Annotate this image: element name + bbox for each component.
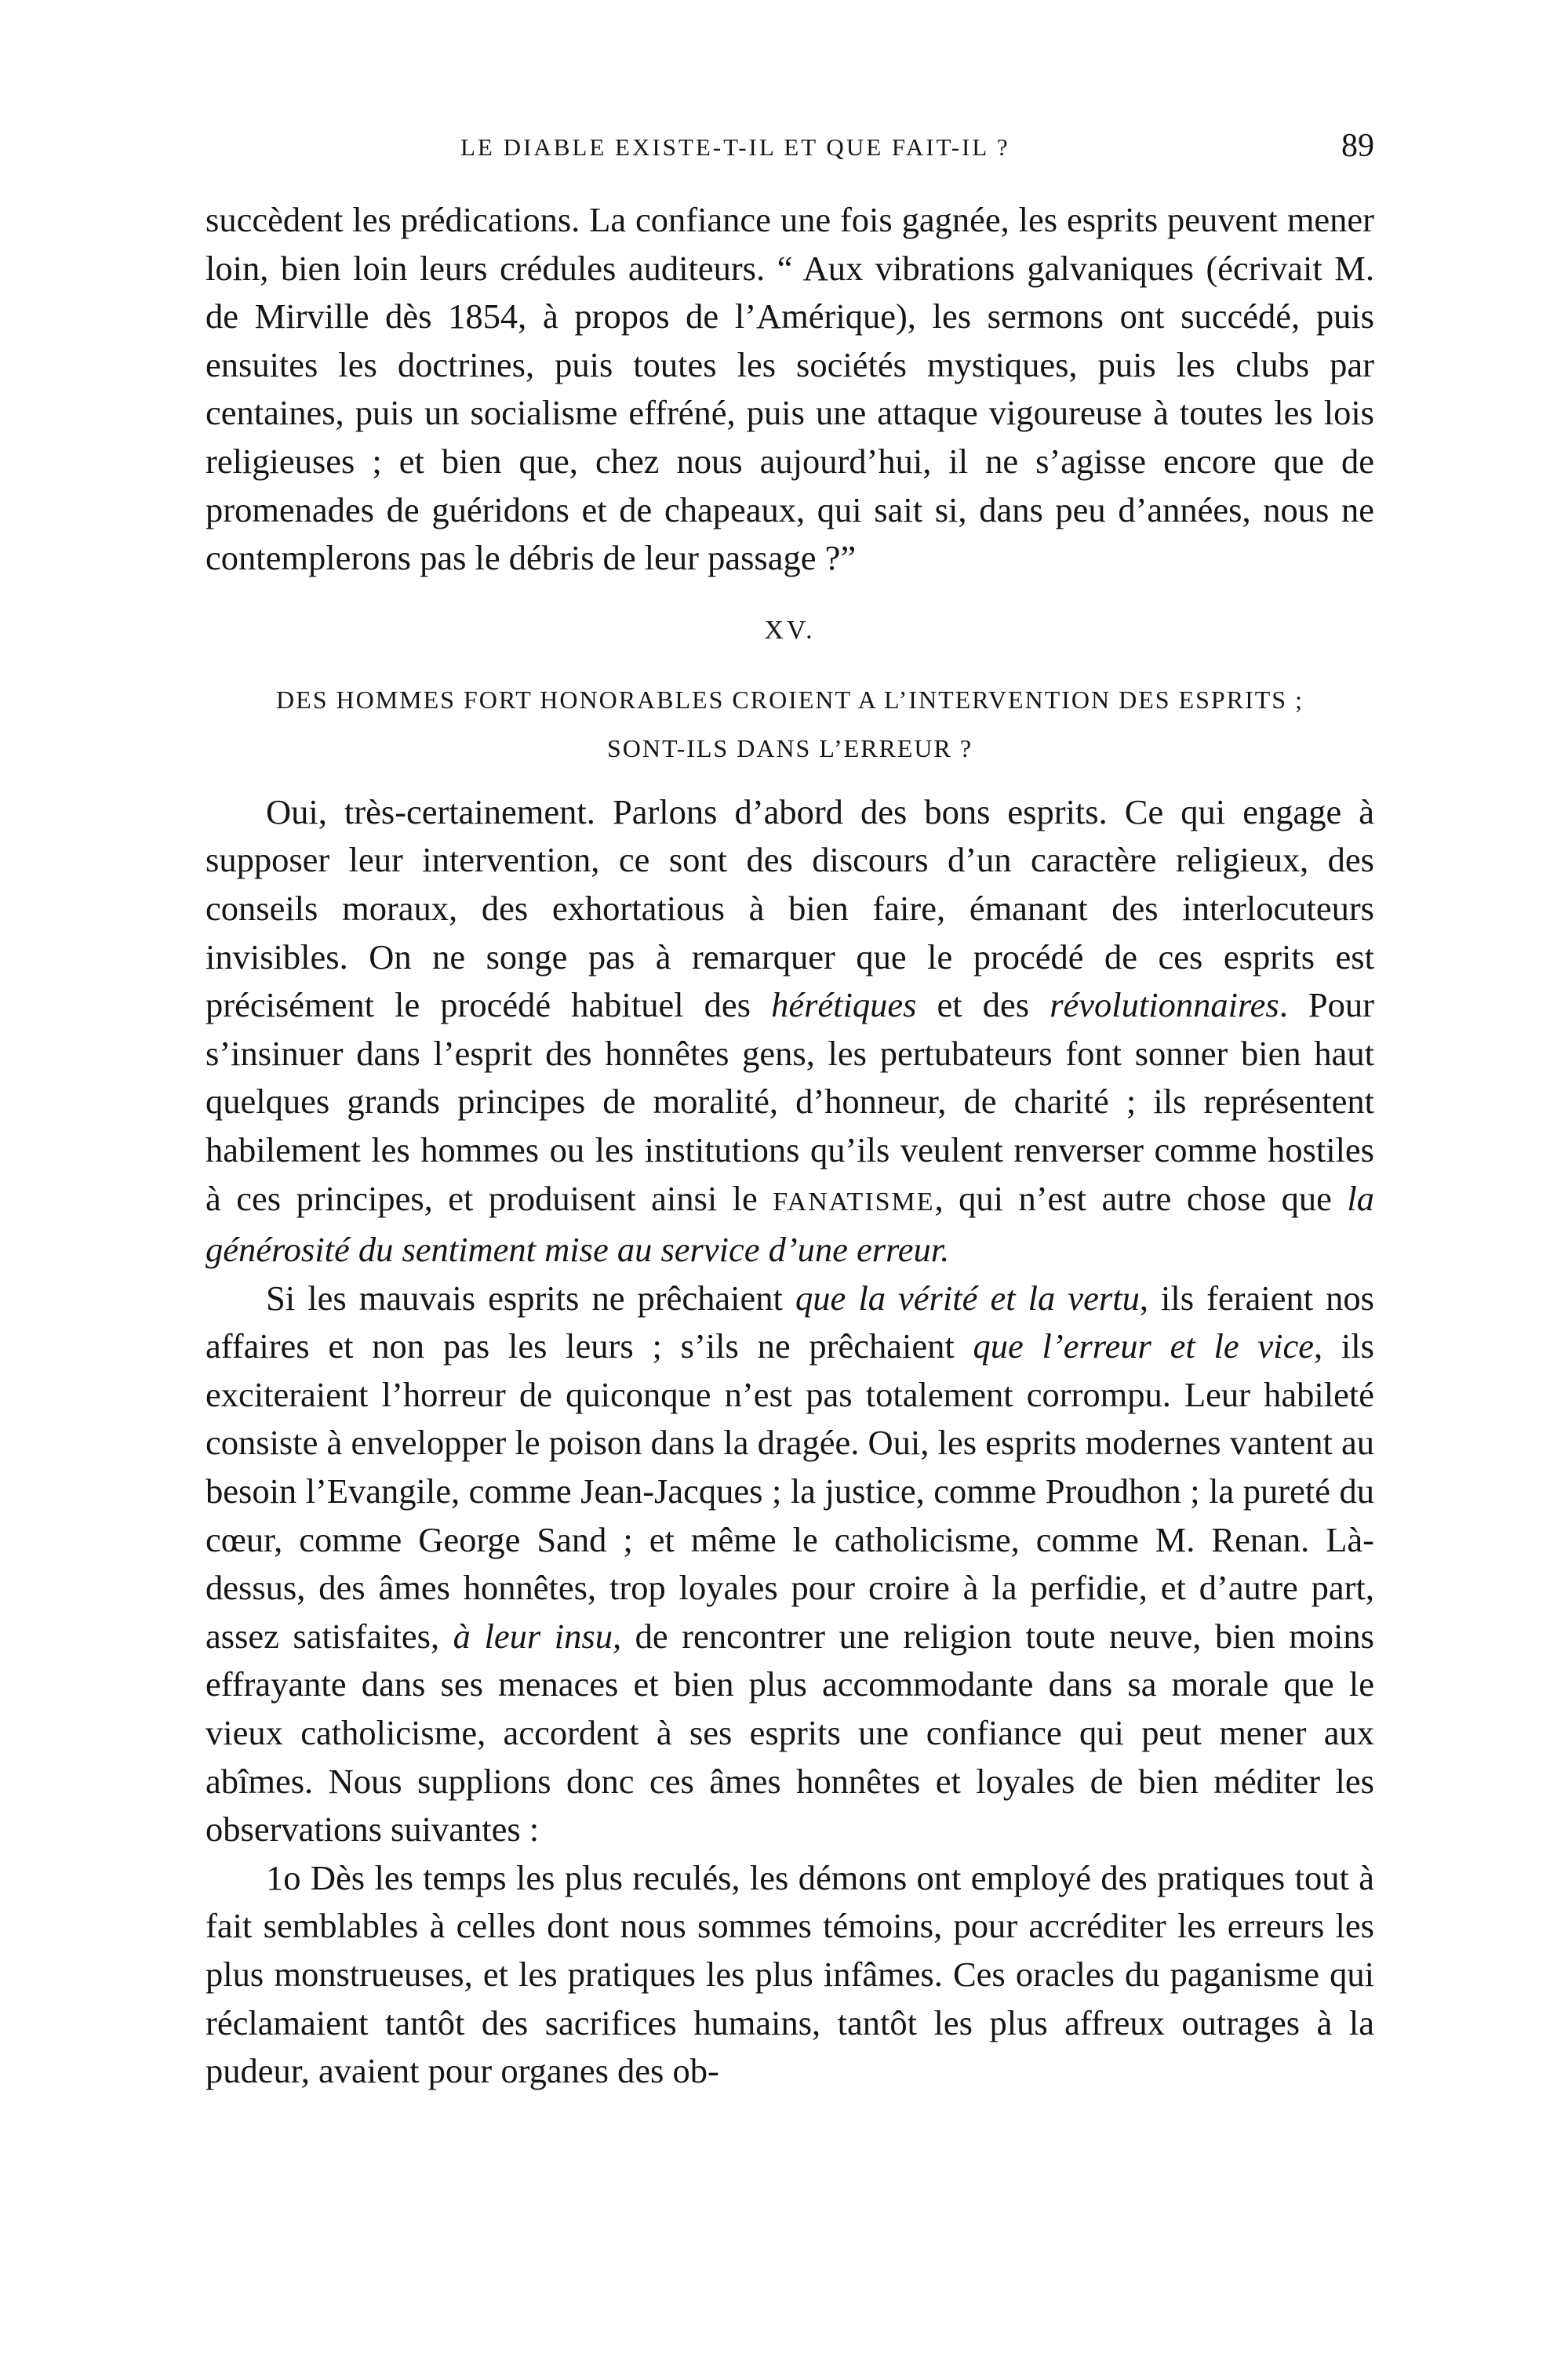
paragraph-1-italic-revolutionnaires: révolutionnaires <box>1050 985 1279 1025</box>
paragraph-2-italic-insu: à leur insu, <box>453 1616 622 1656</box>
paragraph-2-text-b: , ils feraient nos affaires et non pas les leurs ; s’ils ne prêchaient <box>206 1278 1375 1366</box>
paragraph-1-italic-closing: la générosité du sentiment mise au service d’une erreur. <box>206 1178 1375 1270</box>
paragraph-1-italic-heretiques: hérétiques <box>771 985 917 1025</box>
paragraph-2-text-a: Si les mauvais esprits ne prêchaient <box>266 1278 795 1318</box>
page-number: 89 <box>1341 128 1374 164</box>
paragraph-1-fanatisme: FANATISME <box>773 1187 935 1217</box>
book-page <box>206 118 1374 2096</box>
paragraph-2-text-c: , ils exciteraient l’horreur de quiconque n’est pas totalement corrompu. Leur habileté consiste à envelopper le poison dans la dragée. Oui, les esprits modernes vantent au besoin l’Evangile, comme Jean-Jacques ; la justice, comme Proudhon ; la pureté du cœur, comme George Sand ; et même le catholicisme, comme M. Renan. Là-dessus, des âmes honnêtes, trop loyales pour croire à la perfidie, et d’autre part, assez satisfaites, <box>206 1326 1374 1656</box>
paragraph-1 <box>206 788 1374 1275</box>
running-head <box>206 118 1374 173</box>
paragraph-3: 1o Dès les temps les plus reculés, les démons ont employé des pratiques tout à fait semblables à celles dont nous sommes témoins, pour accréditer les erreurs les plus monstrueuses, et les pratiques les plus infâmes. Ces oracles du paganisme qui réclamaient tantôt des sacrifices humains, tantôt les plus affreux outrages à la pudeur, avaient pour organes des ob- <box>206 1857 1374 2091</box>
paragraph-1-text-b: et des <box>916 985 1050 1025</box>
paragraph-2-italic-erreur: que l’erreur et le vice <box>973 1326 1315 1366</box>
paragraph-2 <box>206 1275 1374 1854</box>
paragraph-1-text-d: , qui n’est autre chose que <box>934 1178 1348 1218</box>
section-heading <box>206 675 1374 773</box>
section-heading-line-1: DES HOMMES FORT HONORABLES CROIENT A L’INTERVENTION DES ESPRITS ; <box>276 685 1304 714</box>
running-head-title: LE DIABLE EXISTE-T-IL ET QUE FAIT-IL ? <box>460 133 1010 161</box>
paragraph-2-italic-verite: que la vérité et la vertu <box>795 1278 1140 1318</box>
continuation-paragraph: succèdent les prédications. La confiance une fois gagnée, les esprits peuvent mener loin, bien loin leurs crédules auditeurs. “ Aux vibrations galvaniques (écrivait M. de Mirville dès 1854, à propos de l’Amérique), les sermons ont succédé, puis ensuites les doctrines, puis toutes les sociétés mystiques, puis les clubs par centaines, puis un socialisme effréné, puis une attaque vigoureuse à toutes les lois religieuses ; et bien que, chez nous aujourd’hui, il ne s’agisse encore que de promenades de guéridons et de chapeaux, qui sait si, dans peu d’années, nous ne contemplerons pas le débris de leur passage ?” <box>206 200 1374 578</box>
paragraph-1-text-a: Oui, très-certainement. Parlons d’abord des bons esprits. Ce qui engage à supposer leur intervention, ce sont des discours d’un caractère religieux, des conseils moraux, des exhortatious à bien faire, émanant des interlocuteurs invisibles. On ne songe pas à remarquer que le procédé de ces esprits est précisément le procédé habituel des <box>206 791 1374 1025</box>
paragraph-2-text-d: de rencontrer une religion toute neuve, bien moins effrayante dans ses menaces et bien plus accommodante dans sa morale que le vieux catholicisme, accordent à ses esprits une confiance qui peut mener aux abîmes. Nous supplions donc ces âmes honnêtes et loyales de bien méditer les observations suivantes : <box>206 1616 1374 1849</box>
paragraph-1-text-c: . Pour s’insinuer dans l’esprit des honnêtes gens, les pertubateurs font sonner bien haut quelques grands principes de moralité, d’honneur, de charité ; ils représentent habilement les hommes ou les institutions qu’ils veulent renverser comme hostiles à ces principes, et produisent ainsi le <box>206 985 1374 1218</box>
section-heading-line-2: SONT-ILS DANS L’ERREUR ? <box>606 733 973 762</box>
section-number: XV. <box>764 615 816 645</box>
